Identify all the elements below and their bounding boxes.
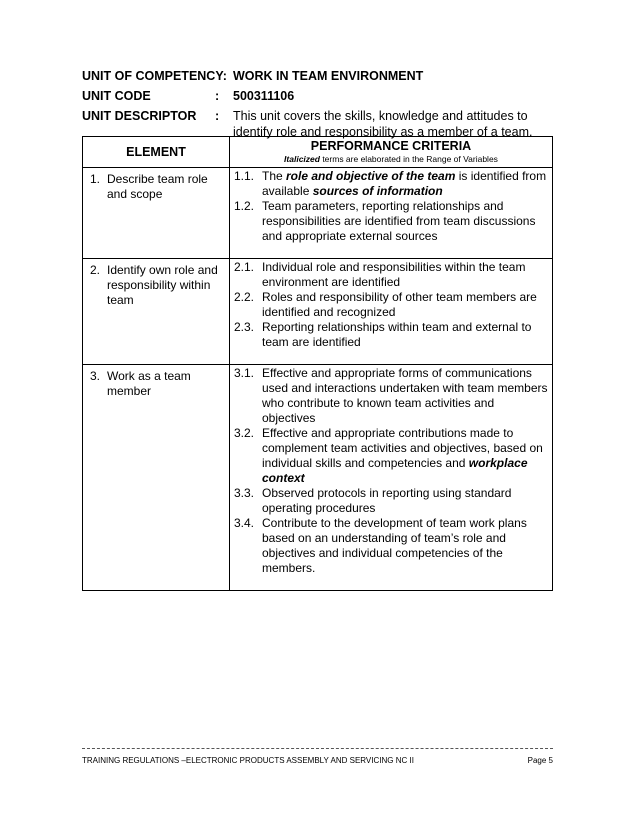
criteria-cell: [230, 168, 553, 259]
criteria-cell: [230, 259, 553, 365]
criterion-text-part: Reporting relationships within team and external to team are identified: [262, 320, 532, 349]
criterion-text: [262, 169, 548, 199]
criterion-text-part: Roles and responsibility of other team members are identified and recognized: [262, 290, 537, 319]
table-row: [83, 168, 553, 259]
criterion-item: [234, 290, 548, 320]
competency-label: UNIT OF COMPETENCY:: [82, 69, 227, 83]
criterion-text: [262, 199, 548, 244]
criterion-number: 3.1.: [234, 366, 255, 380]
criterion-item: [234, 199, 548, 244]
code-row: [82, 88, 562, 104]
element-cell: [83, 365, 230, 591]
criterion-text-part: Effective and appropriate contributions made to complement team activities and objectives, based on individual skills and competencies and: [262, 426, 543, 470]
criterion-text-part: Contribute to the development of team work plans based on an understanding of team’s role and objectives and individual competencies of the members.: [262, 516, 527, 575]
criterion-item: [234, 516, 548, 576]
descriptor-label: UNIT DESCRIPTOR: [82, 109, 197, 123]
page-footer: [82, 756, 553, 765]
criterion-item: [234, 486, 548, 516]
criterion-item: [234, 169, 548, 199]
element-cell: [83, 168, 230, 259]
criterion-number: 2.3.: [234, 320, 255, 334]
criteria-cell: [230, 365, 553, 591]
footer-divider: [82, 748, 553, 749]
element-text: Describe team role and scope: [107, 172, 208, 201]
descriptor-value: This unit covers the skills, knowledge and attitudes to identify role and responsibility as a member of a team.: [233, 109, 533, 139]
element-text: Identify own role and responsibility within team: [107, 263, 218, 307]
element-item: [83, 259, 229, 308]
criterion-text-part: The: [262, 169, 287, 183]
table-row: [83, 365, 553, 591]
criterion-number: 2.2.: [234, 290, 255, 304]
element-text: Work as a team member: [107, 369, 191, 398]
code-separator: :: [215, 89, 220, 103]
footer-title: TRAINING REGULATIONS –ELECTRONIC PRODUCTS ASSEMBLY AND SERVICING NC II: [82, 756, 414, 765]
criterion-text: [262, 290, 548, 320]
table-row: [83, 259, 553, 365]
element-number: 3.: [90, 369, 101, 383]
element-item: [83, 365, 229, 399]
criterion-text: [262, 486, 548, 516]
criterion-number: 3.3.: [234, 486, 255, 500]
element-number: 1.: [90, 172, 101, 186]
criterion-text-part: Individual role and responsibilities within the team environment are identified: [262, 260, 526, 289]
code-label: UNIT CODE: [82, 89, 151, 103]
criterion-text: [262, 260, 548, 290]
criterion-item: [234, 320, 548, 350]
criterion-text-part: is identified from available: [262, 169, 547, 198]
criteria-column-header: [230, 137, 553, 168]
criterion-text-part: Observed protocols in reporting using standard operating procedures: [262, 486, 512, 515]
criterion-text: [262, 516, 548, 576]
criterion-term: workplace context: [262, 456, 528, 485]
criterion-number: 1.1.: [234, 169, 255, 183]
page-number: Page 5: [527, 756, 553, 765]
criterion-number: 1.2.: [234, 199, 255, 213]
criterion-text: [262, 426, 548, 486]
criterion-item: [234, 366, 548, 426]
criterion-term: sources of information: [312, 184, 443, 198]
criteria-note-rest: terms are elaborated in the Range of Variables: [319, 154, 498, 164]
criterion-item: [234, 260, 548, 290]
code-value: 500311106: [233, 89, 295, 103]
criteria-header-note: [230, 154, 552, 165]
competency-value: WORK IN TEAM ENVIRONMENT: [233, 69, 424, 83]
criteria-note-italic: Italicized: [284, 154, 320, 164]
criterion-term: role and objective of the team: [286, 169, 456, 183]
element-cell: [83, 259, 230, 365]
element-item: [83, 168, 229, 202]
criterion-text: [262, 366, 548, 426]
criterion-number: 2.1.: [234, 260, 255, 274]
criteria-header-title: PERFORMANCE CRITERIA: [310, 139, 472, 153]
criterion-text-part: Team parameters, reporting relationships and responsibilities are identified from team discussions and appropriate external sources: [262, 199, 536, 243]
criterion-number: 3.4.: [234, 516, 255, 530]
element-column-header: ELEMENT: [83, 137, 230, 168]
competency-table: [82, 136, 553, 591]
competency-row: [82, 68, 562, 84]
table-header-row: [83, 137, 553, 168]
criterion-item: [234, 426, 548, 486]
criterion-text-part: Effective and appropriate forms of communications used and interactions undertaken with team members who contribute to known team activities and objectives: [262, 366, 548, 425]
unit-header: [82, 68, 562, 144]
criterion-number: 3.2.: [234, 426, 255, 440]
descriptor-separator: :: [215, 109, 220, 123]
criterion-text: [262, 320, 548, 350]
element-number: 2.: [90, 263, 101, 277]
